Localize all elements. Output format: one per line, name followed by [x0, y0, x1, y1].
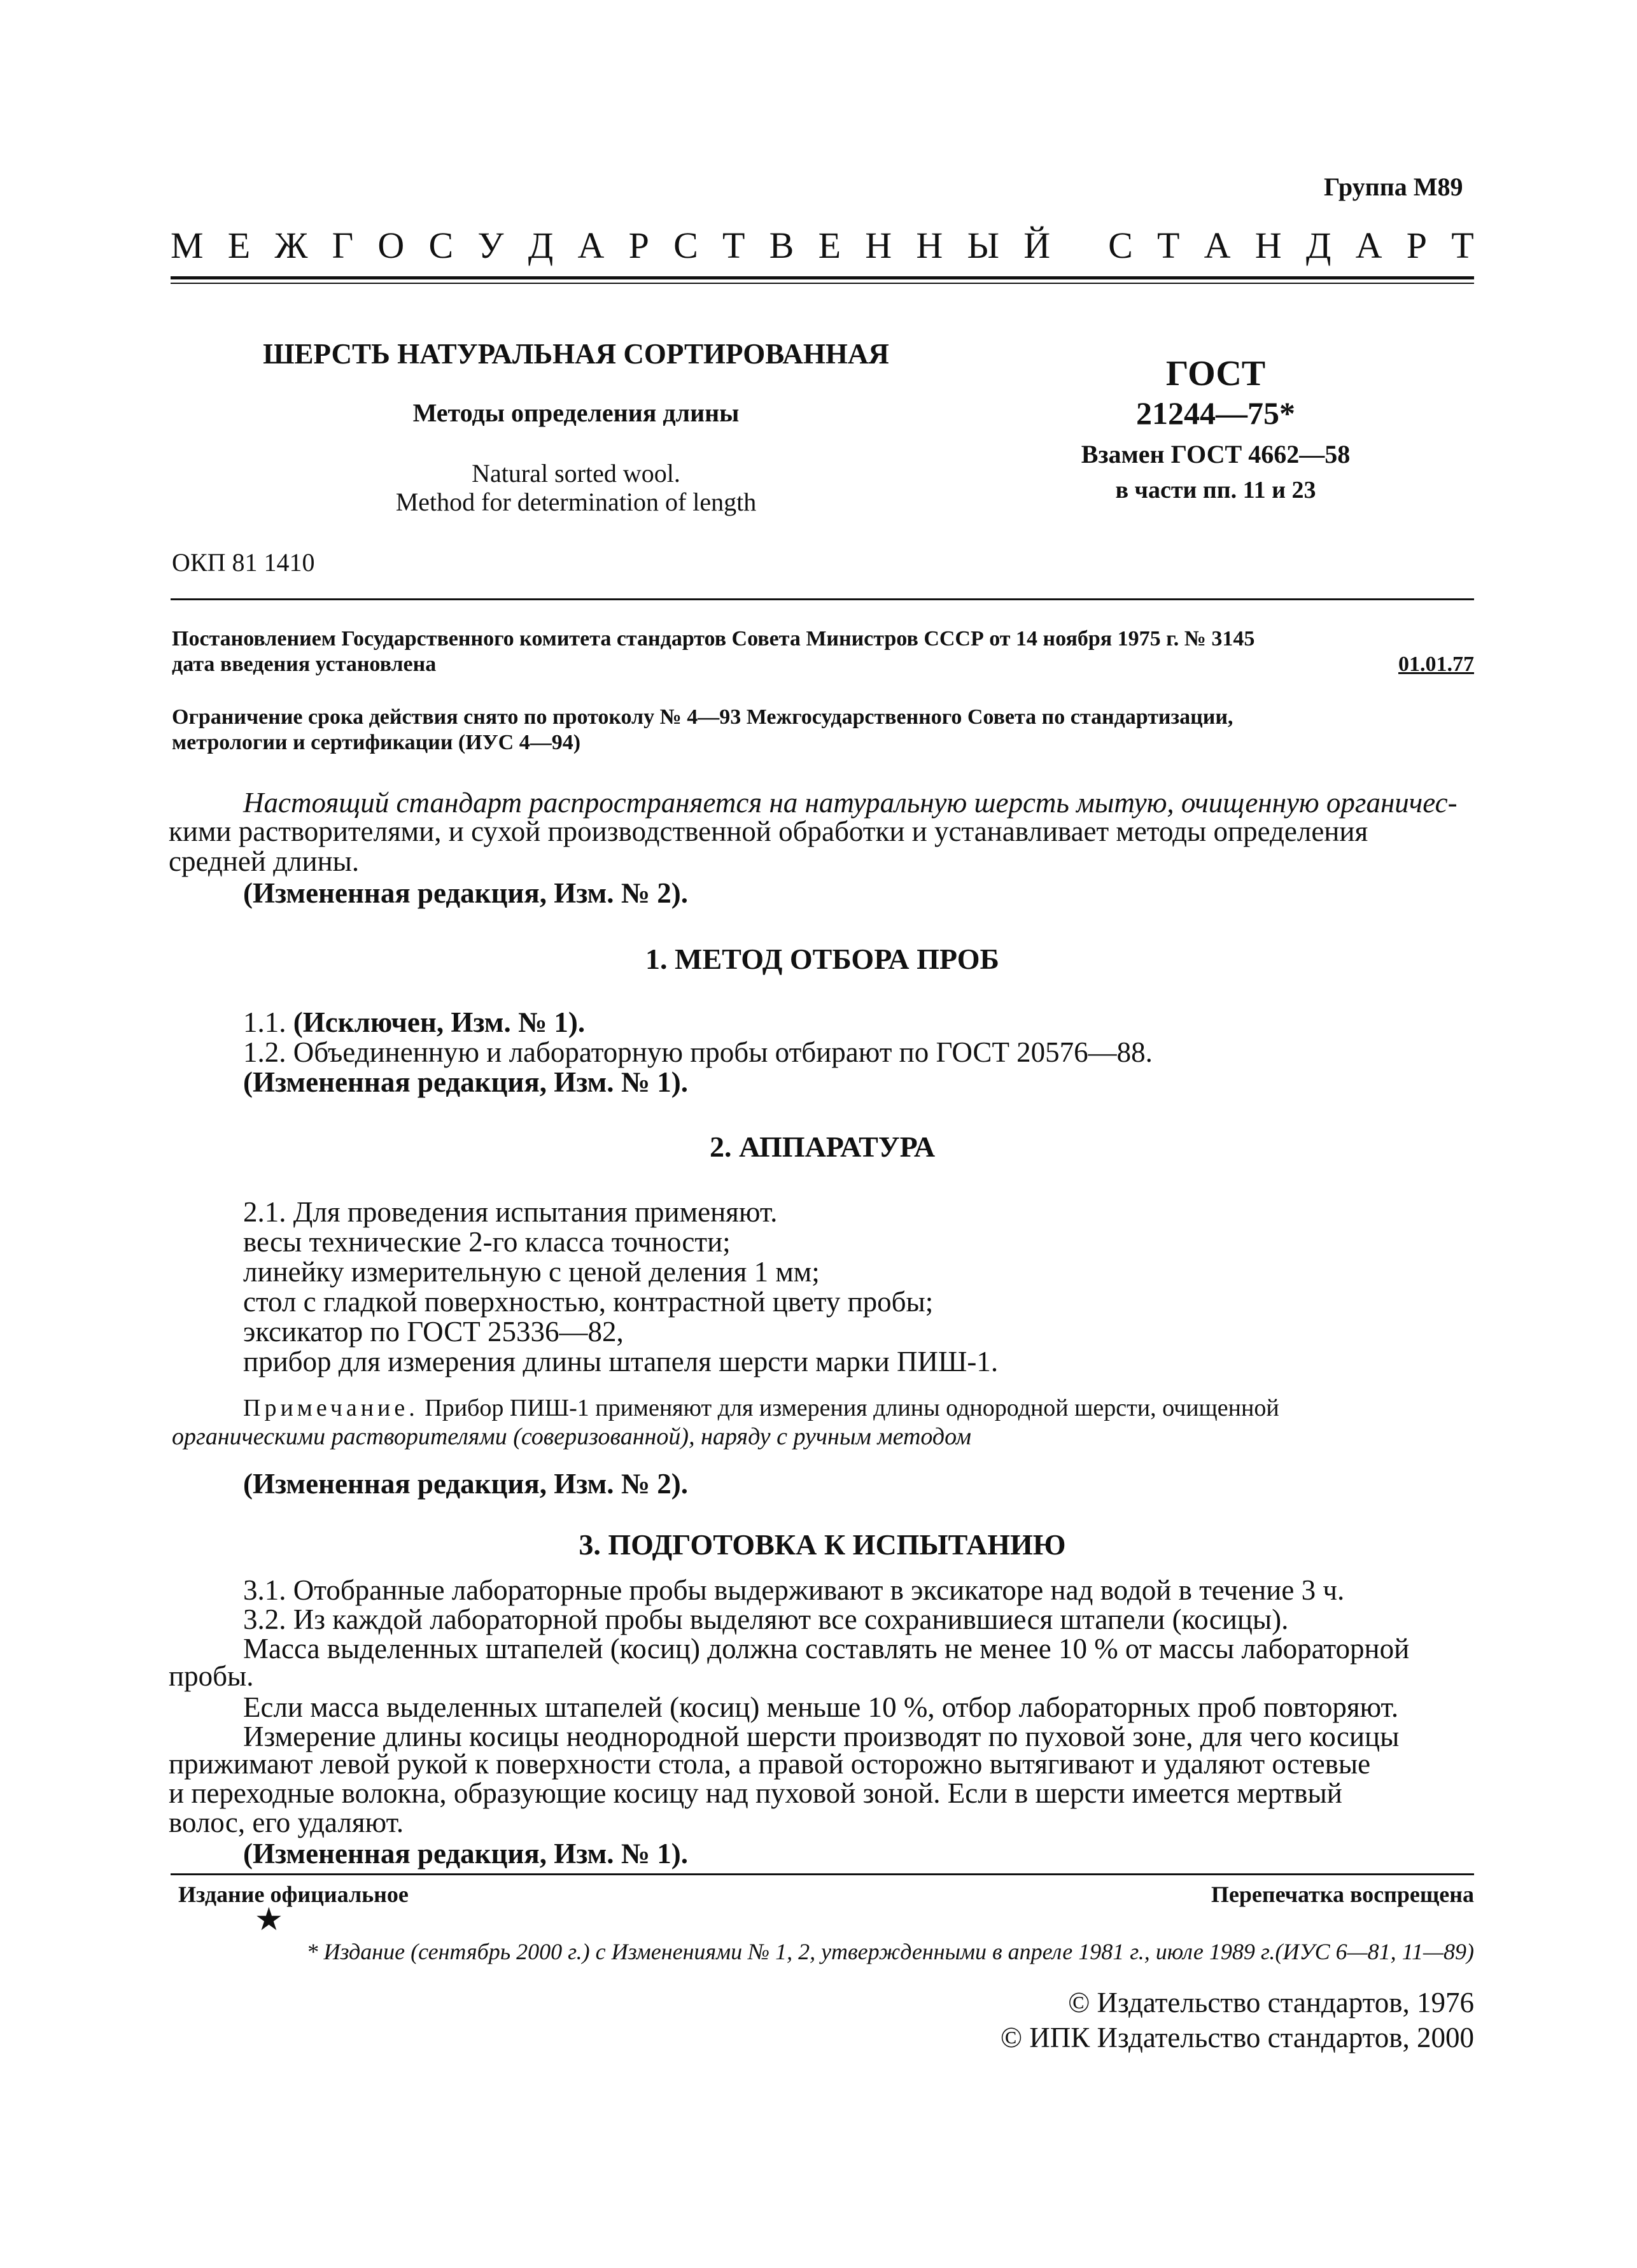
section-1-heading: 1. МЕТОД ОТБОРА ПРОБ: [645, 943, 999, 975]
footer-rule: [171, 1873, 1474, 1875]
banner-letter: С: [1108, 225, 1133, 266]
official-edition: Издание официальное: [178, 1882, 409, 1907]
banner: [171, 224, 1474, 270]
banner-letter: Д: [1305, 225, 1331, 266]
p-1-1: [243, 1006, 585, 1039]
banner-letter: А: [1355, 225, 1382, 266]
edition-note: * Издание (сентябрь 2000 г.) с Изменениями № 1, 2, утвержденными в апреле 1981 г., июле 1989 г.(ИУС 6—81, 11—89): [306, 1939, 1474, 1964]
banner-letter: Е: [818, 225, 841, 266]
apparatus-item: прибор для измерения длины штапеля шерсти марки ПИШ-1.: [243, 1346, 999, 1377]
banner-letter: Н: [1254, 225, 1282, 266]
banner-letter: Р: [1406, 225, 1428, 266]
apparatus-item: стол с гладкой поверхностью, контрастной цвету пробы;: [243, 1286, 934, 1318]
intro-line-1: Настоящий стандарт распространяется на натуральную шерсть мытую, очищенную органичес-: [243, 787, 1458, 819]
section-1-amendment: (Измененная редакция, Изм. № 1).: [243, 1066, 689, 1098]
banner-letter: Р: [628, 225, 649, 266]
p-3-1: 3.1. Отобранные лабораторные пробы выдерживают в эксикаторе над водой в течение 3 ч.: [243, 1574, 1345, 1606]
p-1-1-number: 1.1.: [243, 1006, 286, 1038]
banner-letter: Т: [722, 225, 745, 266]
banner-letter: Т: [1451, 225, 1474, 266]
copyright-1976: © Издательство стандартов, 1976: [1068, 1987, 1474, 2018]
banner-letter: Й: [1023, 225, 1051, 266]
note-label: Примечание.: [243, 1395, 419, 1421]
banner-letter: Н: [916, 225, 943, 266]
section-2-amendment: (Измененная редакция, Изм. № 2).: [243, 1468, 689, 1500]
title-sub: Методы определения длины: [412, 398, 740, 427]
banner-letter: Д: [528, 225, 554, 266]
banner-letter: [1074, 224, 1084, 270]
measure-line-4: волос, его удаляют.: [169, 1807, 404, 1838]
banner-letter: М: [171, 225, 204, 266]
copyright-2000: © ИПК Издательство стандартов, 2000: [1000, 2022, 1474, 2053]
p-2-1: 2.1. Для проведения испытания применяют.: [243, 1196, 778, 1228]
star-icon: ★: [255, 1901, 283, 1937]
mass-line-2: пробы.: [169, 1660, 254, 1692]
decree-line-2: дата введения установлена: [172, 652, 437, 676]
banner-letter: Н: [865, 225, 892, 266]
p-3-2: 3.2. Из каждой лабораторной пробы выделяют все сохранившиеся штапели (косицы).: [243, 1603, 1289, 1635]
banner-letter: Ы: [967, 225, 1000, 266]
restriction-line-1: Ограничение срока действия снято по протоколу № 4—93 Межгосударственного Совета по стандартизации,: [172, 705, 1233, 729]
title-en-2: Method for determination of length: [395, 488, 757, 516]
apparatus-item: эксикатор по ГОСТ 25336—82,: [243, 1316, 624, 1348]
measure-line-1: Измерение длины косицы неоднородной шерсти производят по пуховой зоне, для чего косицы: [243, 1721, 1400, 1752]
p-1-2-number: 1.2.: [243, 1036, 286, 1068]
gost-number: 21244—75*: [1136, 395, 1295, 431]
banner-letter: Е: [227, 225, 251, 266]
mass-line-1: Масса выделенных штапелей (косиц) должна составлять не менее 10 % от массы лабораторной: [243, 1633, 1410, 1665]
intro-amendment: (Измененная редакция, Изм. № 2).: [243, 877, 689, 909]
banner-letter: В: [769, 225, 794, 266]
header-rule: [171, 598, 1474, 600]
intro-line-2: кими растворителями, и сухой производственной обработки и устанавливает методы определения: [169, 815, 1368, 847]
less-line: Если масса выделенных штапелей (косиц) меньше 10 %, отбор лабораторных проб повторяют.: [243, 1691, 1399, 1723]
restriction-line-2: метрологии и сертификации (ИУС 4—94): [172, 731, 581, 754]
gost-parts: в части пп. 11 и 23: [1115, 477, 1316, 504]
gost-label: ГОСТ: [1165, 354, 1266, 393]
banner-letter: Г: [332, 225, 354, 266]
group-label: Группа М89: [1324, 173, 1463, 201]
okp-code: ОКП 81 1410: [172, 548, 315, 577]
p-1-2: [243, 1036, 1153, 1069]
decree-line-1: Постановлением Государственного комитета стандартов Совета Министров СССР от 14 ноября 1975 г. № 3145: [172, 627, 1255, 651]
note: [243, 1394, 1474, 1422]
title-main: ШЕРСТЬ НАТУРАЛЬНАЯ СОРТИРОВАННАЯ: [263, 338, 889, 370]
title-en-1: Natural sorted wool.: [472, 459, 680, 488]
p-1-2-text: Объединенную и лабораторную пробы отбирают по ГОСТ 20576—88.: [293, 1036, 1153, 1068]
section-2-heading: 2. АППАРАТУРА: [709, 1130, 936, 1163]
banner-letter: О: [377, 225, 405, 266]
reprint-prohibited: Перепечатка воспрещена: [1211, 1882, 1474, 1907]
banner-letter: Ж: [274, 225, 308, 266]
decree-date: 01.01.77: [1398, 652, 1474, 676]
banner-letter: У: [477, 225, 504, 266]
gost-replaces: Взамен ГОСТ 4662—58: [1081, 440, 1351, 468]
apparatus-item: линейку измерительную с ценой деления 1 мм;: [243, 1256, 820, 1288]
measure-line-3: и переходные волокна, образующие косицу над пуховой зоной. Если в шерсти имеется мертвый: [169, 1777, 1342, 1809]
note-line-2: органическими растворителями (соверизованной), наряду с ручным методом: [172, 1423, 971, 1450]
banner-letter: С: [428, 225, 454, 266]
banner-letter: А: [1204, 225, 1231, 266]
banner-rule-thick: [171, 276, 1474, 279]
banner-letter: Т: [1156, 225, 1180, 266]
section-3-heading: 3. ПОДГОТОВКА К ИСПЫТАНИЮ: [579, 1528, 1066, 1561]
note-line-1: Прибор ПИШ-1 применяют для измерения длины однородной шерсти, очищенной: [425, 1395, 1279, 1421]
banner-letter: С: [673, 225, 698, 266]
measure-line-2: прижимают левой рукой к поверхности стола, а правой осторожно вытягивают и удаляют остевые: [169, 1748, 1371, 1780]
banner-rule-thin: [171, 283, 1474, 284]
section-3-amendment: (Измененная редакция, Изм. № 1).: [243, 1838, 689, 1870]
intro-line-3: средней длины.: [169, 845, 360, 877]
apparatus-item: весы технические 2-го класса точности;: [243, 1226, 731, 1258]
banner-letter: А: [577, 225, 605, 266]
p-1-1-text: (Исключен, Изм. № 1).: [293, 1006, 586, 1038]
